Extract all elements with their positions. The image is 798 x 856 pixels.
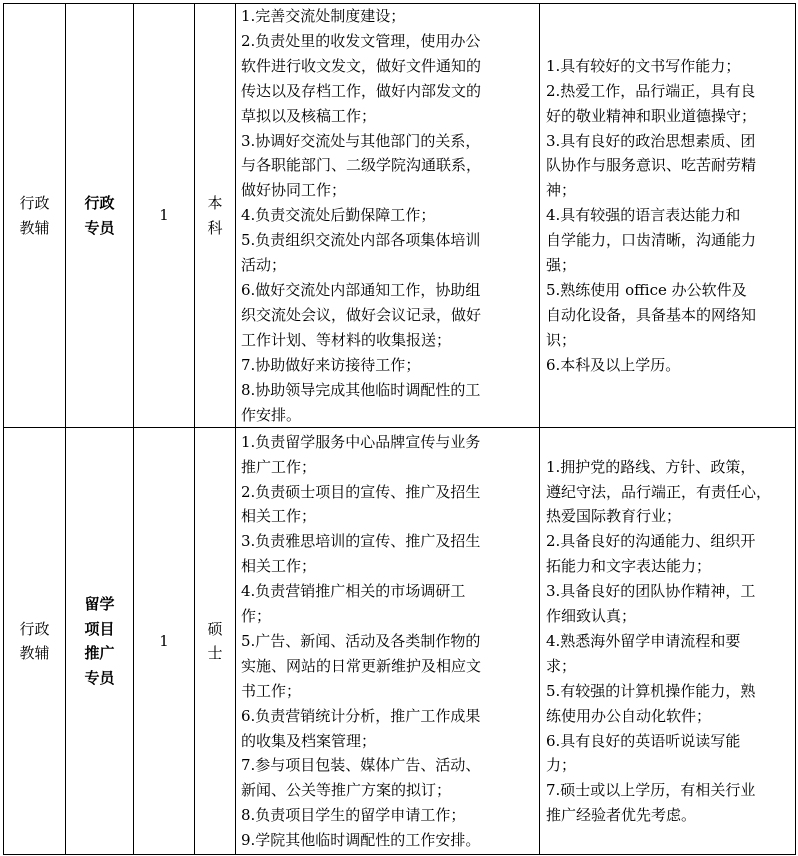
count-cell xyxy=(134,4,195,428)
duties-line: 5.广告、新闻、活动及各类制作物的 xyxy=(241,631,481,650)
duties-line: 作； xyxy=(241,607,272,626)
duties-line: 7.协助做好来访接待工作； xyxy=(241,355,421,374)
requirements-line: 推广经验者优先考虑。 xyxy=(546,806,697,825)
duties-line: 软件进行收文发文，做好文件通知的 xyxy=(241,56,482,75)
duties-line: 做好协同工作； xyxy=(241,181,347,200)
position-line: 专员 xyxy=(84,218,115,237)
duties-line: 8.协助领导完成其他临时调配性的工 xyxy=(241,380,481,399)
duties-cell xyxy=(236,428,540,855)
category-line: 行政 xyxy=(19,619,50,638)
position-line: 行政 xyxy=(84,193,115,212)
requirements-cell xyxy=(540,428,796,855)
requirements-line: 神； xyxy=(546,181,577,200)
requirements-line: 自学能力，口齿清晰，沟通能力 xyxy=(546,231,757,250)
requirements-line: 5.有较强的计算机操作能力，熟 xyxy=(546,681,756,700)
requirements-line: 4.熟悉海外留学申请流程和要 xyxy=(546,631,741,650)
requirements-line: 2.热爱工作，品行端正，具有良 xyxy=(546,81,756,100)
education-line: 士 xyxy=(207,644,223,663)
count-value: 1 xyxy=(159,206,169,225)
duties-line: 3.负责雅思培训的宣传、推广及招生 xyxy=(241,532,481,551)
duties-line: 4.负责营销推广相关的市场调研工 xyxy=(241,582,466,601)
requirements-line: 力； xyxy=(546,756,577,775)
requirements-line: 1.具有较好的文书写作能力； xyxy=(546,56,741,75)
education-cell xyxy=(195,428,236,855)
duties-line: 传达以及存档工作，做好内部发文的 xyxy=(241,81,482,100)
count-value: 1 xyxy=(159,631,169,650)
requirements-line: 强； xyxy=(546,256,577,275)
duties-line: 8.负责项目学生的留学申请工作； xyxy=(241,806,466,825)
education-line: 科 xyxy=(207,218,223,237)
requirements-line: 识； xyxy=(546,330,577,349)
job-table xyxy=(3,3,796,855)
requirements-line: 6.本科及以上学历。 xyxy=(546,355,681,374)
duties-line: 2.负责处里的收发文管理，使用办公 xyxy=(241,31,481,50)
position-line: 留学 xyxy=(84,594,115,613)
requirements-line: 6.具有良好的英语听说读写能 xyxy=(546,731,741,750)
requirements-line: 4.具有较强的语言表达能力和 xyxy=(546,206,741,225)
duties-line: 1.完善交流处制度建设； xyxy=(241,7,406,25)
duties-line: 相关工作； xyxy=(241,557,317,576)
duties-line: 草拟以及核稿工作； xyxy=(241,106,377,125)
position-line: 推广 xyxy=(84,644,115,663)
position-cell xyxy=(66,4,134,428)
duties-line: 与各职能部门、二级学院沟通联系， xyxy=(241,156,482,175)
category-cell xyxy=(4,428,66,855)
requirements-line: 5.熟练使用 office 办公软件及 xyxy=(546,280,747,299)
requirements-line: 7.硕士或以上学历，有相关行业 xyxy=(546,781,756,800)
table-row xyxy=(4,428,796,855)
education-cell xyxy=(195,4,236,428)
duties-line: 3.协调好交流处与其他部门的关系， xyxy=(241,131,481,150)
duties-line: 书工作； xyxy=(241,681,302,700)
duties-line: 工作计划、等材料的收集报送； xyxy=(241,330,452,349)
duties-line: 9.学院其他临时调配性的工作安排。 xyxy=(241,831,481,850)
duties-line: 新闻、公关等推广方案的拟订； xyxy=(241,781,452,800)
requirements-line: 2.具备良好的沟通能力、组织开 xyxy=(546,532,756,551)
position-line: 专员 xyxy=(84,669,115,688)
duties-line: 2.负责硕士项目的宣传、推广及招生 xyxy=(241,482,481,501)
duties-line: 推广工作； xyxy=(241,457,317,476)
duties-line: 的收集及档案管理； xyxy=(241,731,377,750)
duties-line: 相关工作； xyxy=(241,507,317,526)
duties-line: 6.做好交流处内部通知工作，协助组 xyxy=(241,280,481,299)
duties-line: 5.负责组织交流处内部各项集体培训 xyxy=(241,231,481,250)
duties-line: 1.负责留学服务中心品牌宣传与业务 xyxy=(241,432,481,451)
position-line: 项目 xyxy=(84,619,115,638)
requirements-line: 3.具有良好的政治思想素质、团 xyxy=(546,131,756,150)
requirements-line: 练使用办公自动化软件； xyxy=(546,706,712,725)
requirements-line: 1.拥护党的路线、方针、政策， xyxy=(546,457,756,476)
requirements-line: 自动化设备，具备基本的网络知 xyxy=(546,305,757,324)
requirements-line: 求； xyxy=(546,656,577,675)
requirements-line: 遵纪守法，品行端正，有责任心， xyxy=(546,482,772,501)
table-row xyxy=(4,4,796,428)
duties-line: 织交流处会议，做好会议记录，做好 xyxy=(241,305,482,324)
requirements-line: 队协作与服务意识、吃苦耐劳精 xyxy=(546,156,757,175)
duties-line: 作安排。 xyxy=(241,405,302,424)
duties-line: 实施、网站的日常更新维护及相应文 xyxy=(241,656,482,675)
duties-line: 6.负责营销统计分析，推广工作成果 xyxy=(241,706,481,725)
education-line: 硕 xyxy=(207,619,223,638)
requirements-line: 拓能力和文字表达能力； xyxy=(546,557,712,576)
position-cell xyxy=(66,428,134,855)
requirements-line: 热爱国际教育行业； xyxy=(546,507,682,526)
duties-cell xyxy=(236,4,540,428)
requirements-line: 作细致认真； xyxy=(546,607,637,626)
duties-line: 4.负责交流处后勤保障工作； xyxy=(241,206,436,225)
requirements-line: 好的敬业精神和职业道德操守； xyxy=(546,106,757,125)
category-line: 教辅 xyxy=(19,218,50,237)
category-line: 行政 xyxy=(19,193,50,212)
duties-line: 7.参与项目包装、媒体广告、活动、 xyxy=(241,756,481,775)
category-cell xyxy=(4,4,66,428)
table-body xyxy=(4,4,796,855)
requirements-line: 3.具备良好的团队协作精神，工 xyxy=(546,582,756,601)
education-line: 本 xyxy=(207,193,223,212)
category-line: 教辅 xyxy=(19,644,50,663)
count-cell xyxy=(134,428,195,855)
duties-line: 活动； xyxy=(241,256,287,275)
requirements-cell xyxy=(540,4,796,428)
